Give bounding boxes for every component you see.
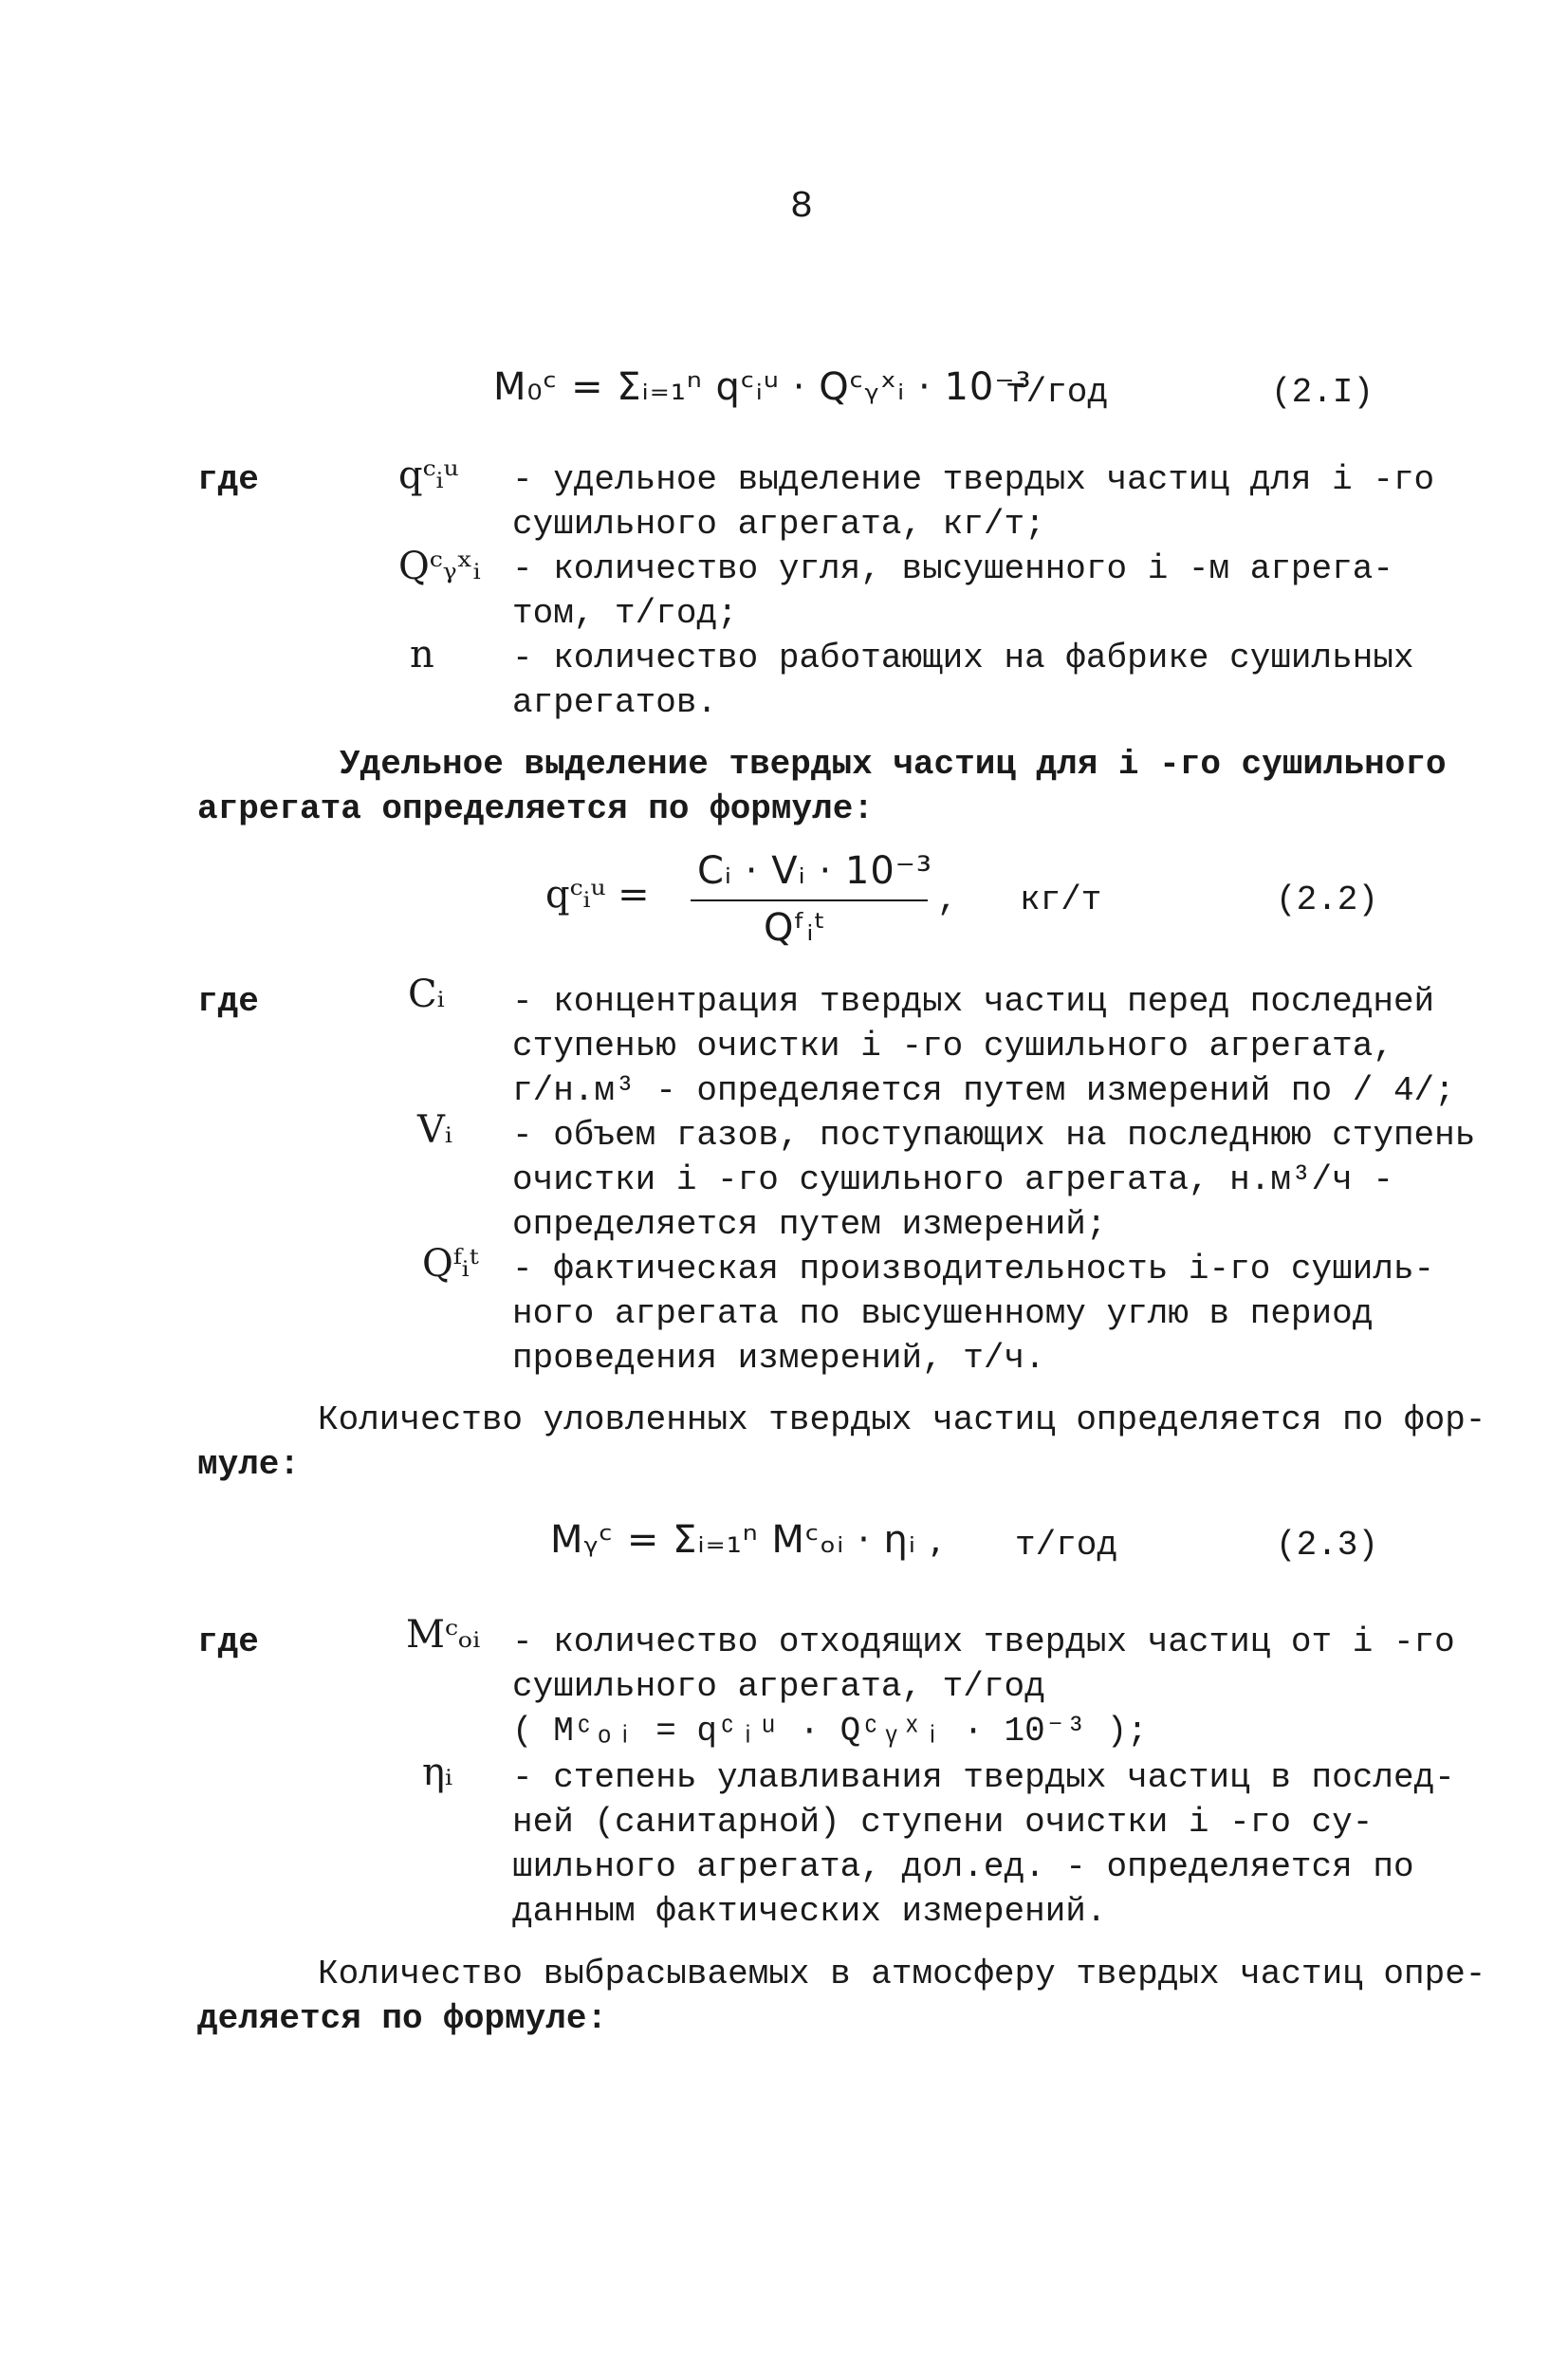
para3-line1: Количество выбрасываемых в атмосферу твердых частиц опре- <box>318 1955 1486 1993</box>
equation-2-2-unit: кг/т <box>1020 880 1102 919</box>
def1-symbol: qᶜᵢᵘ <box>398 454 459 497</box>
def4-line2: ступенью очистки i -го сушильного агрегата, <box>512 1027 1393 1066</box>
def2-symbol: Qᶜᵧˣᵢ <box>398 545 481 588</box>
equation-2-3-unit: т/год <box>1015 1526 1118 1565</box>
def3-line2: агрегатов. <box>512 683 718 722</box>
para1-line2: агрегата определяется по формуле: <box>197 789 874 828</box>
def7-line3: ( Mᶜₒᵢ = qᶜᵢᵘ · Qᶜᵧˣᵢ · 10⁻³ ); <box>512 1712 1148 1751</box>
def5-symbol: Vᵢ <box>417 1108 452 1152</box>
def4-line3: г/н.м³ - определяется путем измерений по / 4/; <box>512 1071 1455 1110</box>
para2-line1: Количество уловленных твердых частиц определяется по фор- <box>318 1400 1486 1439</box>
para2-line2: муле: <box>197 1445 301 1484</box>
def8-line2: ней (санитарной) ступени очистки i -го су- <box>512 1803 1374 1842</box>
def5-line1: - объем газов, поступающих на последнюю ступень <box>512 1116 1476 1155</box>
def7-line1: - количество отходящих твердых частиц от i -го <box>512 1622 1455 1661</box>
def8-line4: данным фактических измерений. <box>512 1892 1107 1931</box>
para1-line1: Удельное выделение твердых частиц для i -го сушильного <box>340 745 1447 784</box>
def7-line2: сушильного агрегата, т/год <box>512 1667 1045 1706</box>
equation-2-2-fraction-bar <box>691 899 928 901</box>
def5-line3: определяется путем измерений; <box>512 1205 1107 1244</box>
def7-symbol: Mᶜₒᵢ <box>406 1613 481 1657</box>
def6-line3: проведения измерений, т/ч. <box>512 1339 1045 1378</box>
def6-symbol: Qᶠᵢᵗ <box>422 1242 479 1286</box>
page-number: 8 <box>790 186 814 229</box>
def2-line2: том, т/год; <box>512 594 738 633</box>
def8-symbol: ηᵢ <box>422 1751 453 1794</box>
equation-2-3: Mᵧᶜ = Σᵢ₌₁ⁿ Mᶜₒᵢ · ηᵢ , <box>550 1518 943 1562</box>
equation-2-2-numerator: Cᵢ · Vᵢ · 10⁻³ <box>697 849 932 893</box>
def6-line1: - фактическая производительность i-го сушиль- <box>512 1250 1435 1288</box>
equation-2-3-number: (2.3) <box>1276 1526 1379 1565</box>
def8-line1: - степень улавливания твердых частиц в послед- <box>512 1758 1455 1797</box>
where-label-3: где <box>197 1622 259 1661</box>
def1-line2: сушильного агрегата, кг/т; <box>512 505 1045 544</box>
def3-line1: - количество работающих на фабрике сушильных <box>512 639 1414 677</box>
equation-2-2-number: (2.2) <box>1276 880 1379 919</box>
def4-symbol: Cᵢ <box>408 973 445 1016</box>
def2-line1: - количество угля, высушенного i -м агрега- <box>512 549 1393 588</box>
equation-2-2-comma: , <box>937 880 958 919</box>
def6-line2: ного агрегата по высушенному углю в период <box>512 1294 1374 1333</box>
equation-2-1-unit: т/год <box>1005 373 1109 412</box>
equation-2-2-denominator: Qᶠᵢᵗ <box>764 906 827 950</box>
equation-2-1-number: (2.I) <box>1271 373 1374 412</box>
def3-symbol: n <box>410 633 434 677</box>
def1-line1: - удельное выделение твердых частиц для i -го <box>512 460 1435 499</box>
where-label-2: где <box>197 982 259 1021</box>
equation-2-1: M₀ᶜ = Σᵢ₌₁ⁿ qᶜᵢᵘ · Qᶜᵧˣᵢ · 10⁻³ <box>493 365 1032 409</box>
def4-line1: - концентрация твердых частиц перед последней <box>512 982 1435 1021</box>
where-label: где <box>197 460 259 499</box>
para3-line2: деляется по формуле: <box>197 1999 608 2038</box>
def8-line3: шильного агрегата, дол.ед. - определяется по <box>512 1847 1414 1886</box>
equation-2-2-lhs: qᶜᵢᵘ = <box>545 873 650 917</box>
def5-line2: очистки i -го сушильного агрегата, н.м³/ч - <box>512 1160 1393 1199</box>
